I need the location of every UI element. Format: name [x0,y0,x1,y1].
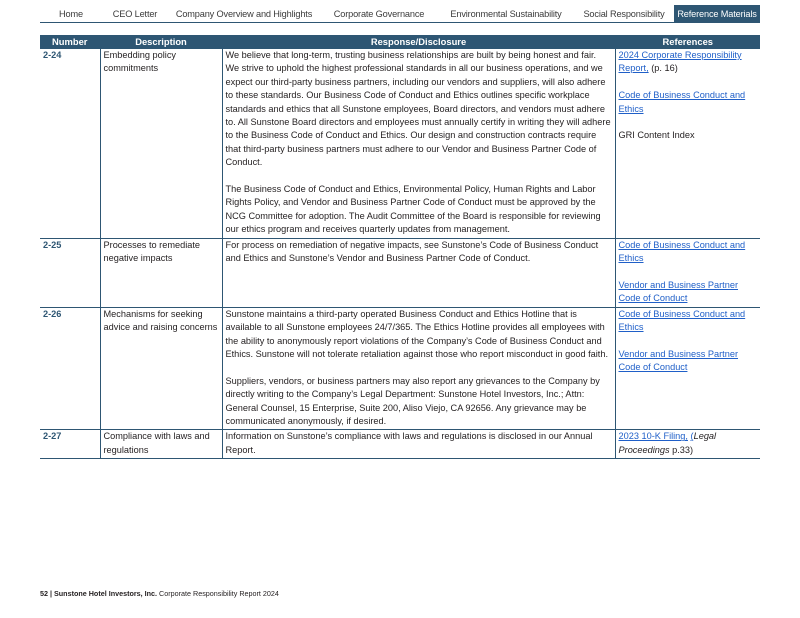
row-references [615,49,760,238]
nav-tab-reference-materials[interactable]: Reference Materials [674,5,760,22]
row-description: Embedding policy commitments [100,49,222,238]
response-paragraph: For process on remediation of negative impacts, see Sunstone’s Code of Business Conduct and Ethics and Sunstone’s Vendor and Business Partner Code of Conduct. [225,239,599,264]
reference-page: p.33) [672,444,694,455]
row-references [615,430,760,459]
page-footer [40,589,279,598]
link-code-of-business-conduct[interactable]: Code of Business Conduct and Ethics [618,239,746,264]
row-response [222,430,615,459]
row-description: Mechanisms for seeking advice and raising concerns [100,307,222,430]
nav-tab-ceo-letter[interactable]: CEO Letter [112,8,158,19]
header-description: Description [100,35,222,49]
nav-tab-environmental-sustainability[interactable]: Environmental Sustainability [450,8,562,19]
header-response: Response/Disclosure [222,35,615,49]
response-paragraph: The Business Code of Conduct and Ethics, Environmental Policy, Human Rights and Labor Rights Policy, and Vendor and Business Partner Code of Conduct must be approved by the NCG Committee for adoption. The Audit Committee of the Board is responsible for reviewing our ethics program and receives quarterly updates from management. [225,184,601,235]
row-description: Processes to remediate negative impacts [100,238,222,307]
nav-tab-home[interactable]: Home [59,8,83,19]
reference-page: (p. 16) [651,63,678,74]
table-row [40,307,760,430]
link-2023-10k-filing[interactable]: 2023 10-K Filing, [618,431,688,442]
reference-item [619,49,758,76]
reference-paren: ( [690,431,694,442]
table-header-row [40,35,760,49]
row-number: 2-26 [40,307,100,430]
link-vendor-partner-code[interactable]: Vendor and Business Partner Code of Conduct [618,348,739,373]
reference-italic: Legal Proceedings [618,431,717,455]
footer-page-company: 52 | Sunstone Hotel Investors, Inc. [40,589,158,598]
link-2024-corporate-responsibility-report[interactable]: 2024 Corporate Responsibility Report, [618,50,742,74]
row-response [222,238,615,307]
response-paragraph: Suppliers, vendors, or business partners may also report any grievances to the Company by directly writing to the Company’s Legal Department: Sunstone Hotel Investors, Inc.; Attn: General Counsel, 15 Enterprise, Suite 200, Aliso Viejo, CA 92656. Any grievance may be communicated anonymously, if desired. [225,375,600,426]
response-paragraph: Sunstone maintains a third-party operated Business Conduct and Ethics Hotline that is available to all Sunstone employees 24/7/365. The Ethics Hotline provides all employees with the ability to anonymously report violations of the Company’s Code of Business Conduct and Ethics. Sunstone will not tolerate retaliation against those who report misconduct in good faith. [225,308,609,359]
link-vendor-partner-code[interactable]: Vendor and Business Partner Code of Conduct [618,279,739,304]
row-references [615,238,760,307]
row-response [222,307,615,430]
gri-disclosure-table [40,35,760,459]
row-number: 2-27 [40,430,100,459]
response-paragraph: We believe that long-term, trusting business relationships are built by being honest and fair. We strive to uphold the highest professional standards in all our business operations, and we expect our third-party business partners, including our vendors and suppliers, will also adhere to these standards. Our Business Code of Conduct and Ethics outlines specific workplace standards and ethics that all Sunstone employees, Board directors, and vendors must adhere to. All Sunstone Board directors and employees must annually certify in writing they will adhere to the Business Code of Conduct and Ethics. Our design and construction contracts require that third-party business partners must adhere to our Vendor and Business Partner Code of Conduct. [225,50,611,168]
reference-text: GRI Content Index [618,130,695,141]
row-response [222,49,615,238]
header-number: Number [40,35,100,49]
nav-tab-social-responsibility[interactable]: Social Responsibility [583,8,665,19]
table-row [40,238,760,307]
footer-report-title: Corporate Responsibility Report 2024 [159,589,279,598]
row-number: 2-24 [40,49,100,238]
table-row [40,49,760,238]
response-paragraph: Information on Sunstone’s compliance with laws and regulations is disclosed in our Annual Report. [225,431,593,455]
nav-tab-company-overview[interactable]: Company Overview and Highlights [175,8,313,19]
row-references [615,307,760,430]
header-references: References [615,35,760,49]
table-row [40,430,760,459]
nav-tab-corporate-governance[interactable]: Corporate Governance [333,8,425,19]
link-code-of-business-conduct[interactable]: Code of Business Conduct and Ethics [618,90,746,114]
row-description: Compliance with laws and regulations [100,430,222,459]
row-number: 2-25 [40,238,100,307]
link-code-of-business-conduct[interactable]: Code of Business Conduct and Ethics [618,308,746,333]
top-navigation [40,5,760,23]
